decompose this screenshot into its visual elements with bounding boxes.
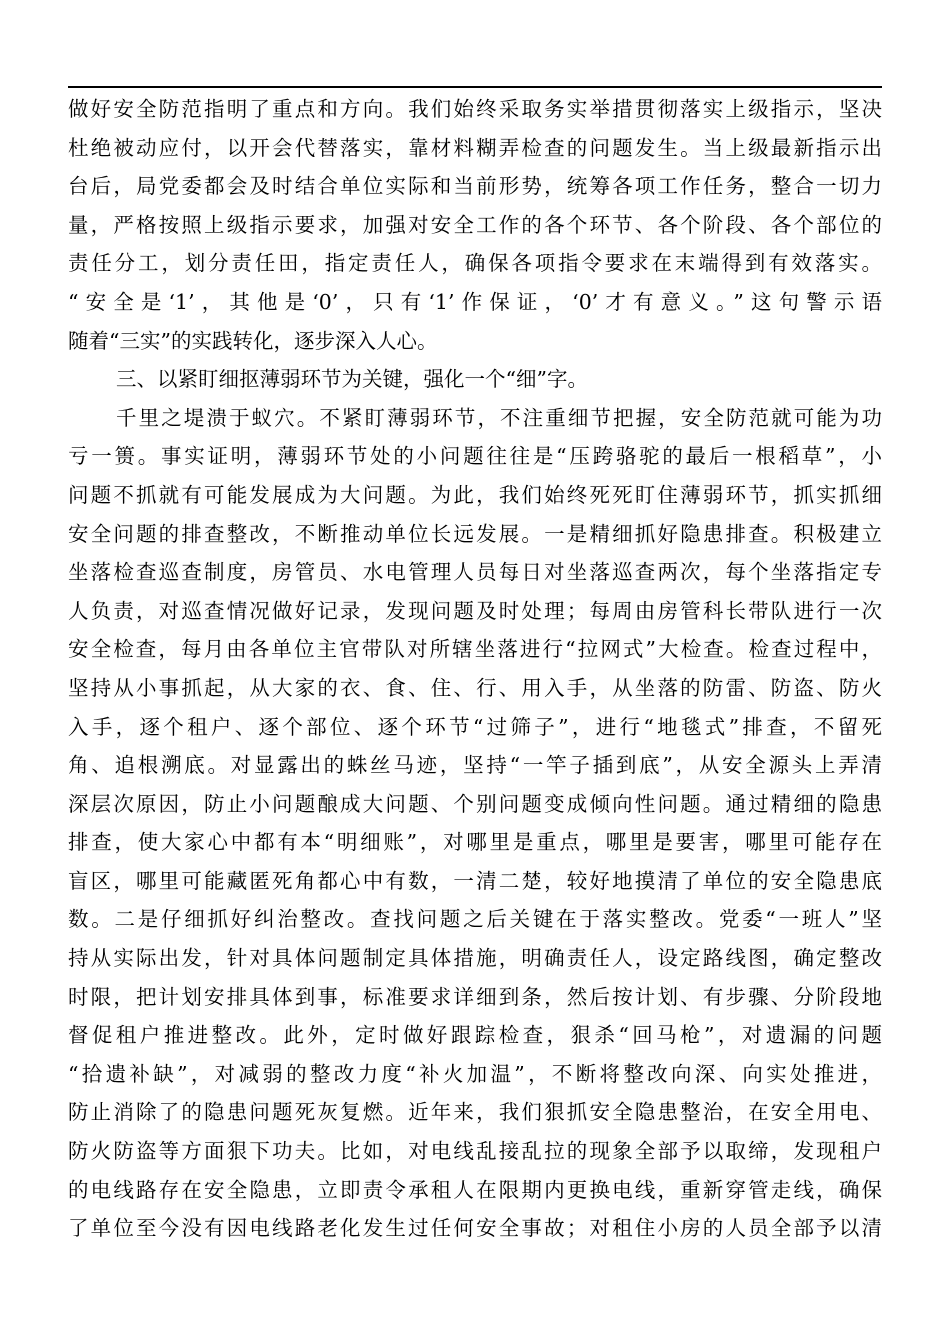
text-line: 了单位至今没有因电线路老化发生过任何安全事故；对租住小房的人员全部予以清 (68, 1216, 882, 1241)
text-line: 的电线路存在安全隐患，立即责令承租人在限期内更换电线，重新穿管走线，确保 (68, 1177, 882, 1202)
text-line: 盲区，哪里可能藏匿死角都心中有数，一清二楚，较好地摸清了单位的安全隐患底 (68, 868, 882, 893)
text-line: 排查，使大家心中都有本“明细账”，对哪里是重点，哪里是要害，哪里可能存在 (68, 830, 882, 855)
text-line: 持从实际出发，针对具体问题制定具体措施，明确责任人，设定路线图，确定整改 (68, 946, 882, 971)
text-line: 坚持从小事抓起，从大家的衣、食、住、行、用入手，从坐落的防雷、防盗、防火 (68, 675, 882, 700)
text-line: 台后，局党委都会及时结合单位实际和当前形势，统筹各项工作任务，整合一切力 (68, 174, 882, 199)
text-line: 亏一篑。事实证明，薄弱环节处的小问题往往是“压跨骆驼的最后一根稻草”，小 (68, 444, 882, 469)
text-line: 坐落检查巡查制度，房管员、水电管理人员每日对坐落巡查两次，每个坐落指定专 (68, 560, 882, 585)
text-line: 数。二是仔细抓好纠治整改。查找问题之后关键在于落实整改。党委“一班人”坚 (68, 907, 882, 932)
text-line: 安全检查，每月由各单位主官带队对所辖坐落进行“拉网式”大检查。检查过程中， (68, 637, 882, 662)
text-line: 量，严格按照上级指示要求，加强对安全工作的各个环节、各个阶段、各个部位的 (68, 212, 882, 237)
text-line: 问题不抓就有可能发展成为大问题。为此，我们始终死死盯住薄弱环节，抓实抓细 (68, 482, 882, 507)
text-line: 深层次原因，防止小问题酿成大问题、个别问题变成倾向性问题。通过精细的隐患 (68, 791, 882, 816)
text-line: 杜绝被动应付，以开会代替落实，靠材料糊弄检查的问题发生。当上级最新指示出 (68, 135, 882, 160)
text-line: “拾遗补缺”，对减弱的整改力度“补火加温”，不断将整改向深、向实处推进， (68, 1061, 882, 1086)
text-line: 入手，逐个租户、逐个部位、逐个环节“过筛子”，进行“地毯式”排查，不留死 (68, 714, 882, 739)
text-line: 防火防盗等方面狠下功夫。比如，对电线乱接乱拉的现象全部予以取缔，发现租户 (68, 1139, 882, 1164)
text-line: 随着“三实”的实践转化，逐步深入人心。 (68, 328, 438, 353)
header-rule (68, 86, 882, 88)
section-heading: 三、以紧盯细抠薄弱环节为关键，强化一个“细”字。 (116, 367, 588, 392)
text-line: 人负责，对巡查情况做好记录，发现问题及时处理；每周由房管科长带队进行一次 (68, 598, 882, 623)
text-line: 做好安全防范指明了重点和方向。我们始终采取务实举措贯彻落实上级指示，坚决 (68, 97, 882, 121)
text-line: 角、追根溯底。对显露出的蛛丝马迹，坚持“一竿子插到底”，从安全源头上弄清 (68, 753, 882, 778)
text-line: 安全问题的排查整改，不断推动单位长远发展。一是精细抓好隐患排查。积极建立 (68, 521, 882, 546)
text-line: “安全是‘1’，其他是‘0’，只有‘1’作保证，‘0’才有意义。”这句警示语 (68, 289, 882, 314)
text-line: 千里之堤溃于蚁穴。不紧盯薄弱环节，不注重细节把握，安全防范就可能为功 (116, 405, 882, 430)
text-line: 时限，把计划安排具体到事，标准要求详细到条，然后按计划、有步骤、分阶段地 (68, 984, 882, 1009)
text-line: 责任分工，划分责任田，指定责任人，确保各项指令要求在末端得到有效落实。 (68, 251, 882, 276)
text-line: 防止消除了的隐患问题死灰复燃。近年来，我们狠抓安全隐患整治，在安全用电、 (68, 1100, 882, 1125)
document-body (68, 90, 882, 1248)
text-line: 督促租户推进整改。此外，定时做好跟踪检查，狠杀“回马枪”，对遗漏的问题 (68, 1023, 882, 1048)
